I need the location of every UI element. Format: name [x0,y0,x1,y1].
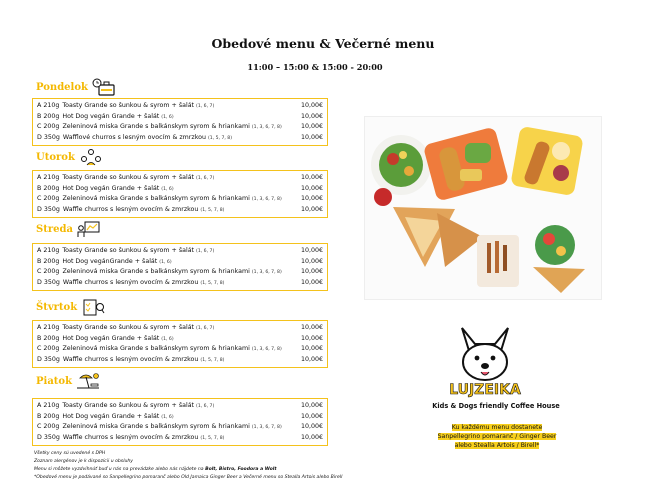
menu-item-row [37,323,323,334]
menu-item-letter: C [37,345,42,353]
menu-item-name: Zeleninová miska Grande s balkánskym syrom & hriankami [62,345,250,353]
menu-item-price: 10,00€ [300,247,323,254]
menu-item-price: 10,00€ [300,412,323,420]
menu-item-row [37,184,323,195]
menu-item-price: 10,00€ [300,123,323,131]
menu-item-allergens: (1, 3, 6, 7, 8) [251,347,282,353]
menu-item-row [37,278,323,289]
day-menu-box [32,170,328,218]
opening-hours: 11:00 – 15:00 & 15:00 - 20:00 [247,62,383,72]
menu-item-row [37,433,323,444]
menu-item [37,133,295,144]
day-menu-box [32,398,328,446]
menu-item-name: Hot Dog vegán Grande + šalát [62,334,160,342]
menu-item-letter: B [37,334,42,342]
menu-item [37,344,295,355]
day-name: Streda [36,223,73,235]
promo-line-1: Ku každému menu dostanete [451,424,543,431]
menu-item-letter: B [37,184,42,192]
menu-item-letter: A [37,402,42,409]
menu-item [37,205,295,216]
menu-item-allergens: (1, 6) [161,414,174,420]
dog-logo-icon [440,318,530,398]
menu-item-name: Zeleninová miska Grande s balkánskym syrom & hriankami [62,268,250,276]
menu-item-price: 10,00€ [300,433,323,441]
brand-logo [440,318,530,398]
footer-notes [34,450,394,482]
menu-item-name: Hot Dog vegán Grande + šalát [62,184,160,192]
menu-item-price: 10,00€ [300,423,323,431]
menu-item-weight: 350g [43,133,60,141]
menu-item [37,257,295,268]
menu-item-allergens: (1, 5, 7, 8) [200,280,225,286]
day-heading-4 [36,372,100,390]
menu-item-name: Hot Dog vegán Grande + šalát [62,412,160,420]
menu-item [37,267,295,278]
menu-item [37,278,295,289]
delivery-platforms: Bolt, Bistro, Foodora a Wolt [205,467,277,472]
menu-item-allergens: (1, 6) [161,336,174,342]
menu-item-price: 10,00€ [300,133,323,141]
menu-item-weight: 200g [43,123,60,131]
menu-item-letter: D [37,433,42,441]
menu-item-allergens: (1, 6, 7) [196,404,215,409]
menu-item-name: Hot Dog vegán Grande + šalát [62,112,160,120]
menu-item-name: Waffle churros s lesným ovocím & zmrzkou [62,355,199,363]
presentation-icon [77,220,101,238]
menu-item [37,194,295,205]
menu-item-allergens: (1, 6, 7) [196,249,215,254]
menu-item-allergens: (1, 3, 6, 7, 8) [251,425,282,431]
menu-item-row [37,344,323,355]
menu-item-weight: 210g [43,174,60,181]
menu-item-price: 10,00€ [300,268,323,276]
menu-item-price: 10,00€ [300,102,323,109]
menu-item-weight: 200g [43,195,60,203]
drink-promo [422,423,572,450]
menu-item-name: Toasty Grande so šunkou & syrom + šalát [62,247,195,254]
menu-item-letter: D [37,133,42,141]
menu-item-allergens: (1, 6, 7) [196,176,215,181]
menu-item-price: 10,00€ [300,174,323,181]
menu-item-weight: 200g [43,257,60,265]
menu-item-allergens: (1, 6) [161,186,174,192]
day-heading-2 [36,220,101,238]
briefcase-clock-icon [92,78,116,96]
menu-item-row [37,257,323,268]
day-heading-0 [36,78,116,96]
day-menu-box [32,243,328,291]
menu-item-letter: D [37,205,42,213]
menu-item-weight: 200g [43,412,60,420]
checklist-icon [81,298,105,316]
note-drinks: *Obedové menu je podávané so Sanpellegrino pomaranč alebo Old Jamaica Ginger Beer a Večerné menu so Stealla Artois alebo Birell [34,475,343,480]
menu-item-price: 10,00€ [300,184,323,192]
menu-item-price: 10,00€ [300,334,323,342]
menu-item [37,334,295,345]
menu-item-row [37,267,323,278]
day-menu-box [32,320,328,368]
menu-item-weight: 210g [43,402,60,409]
brand-wordmark: LUJZEIKA [449,382,521,398]
menu-item-allergens: (1, 5, 7, 8) [207,135,233,141]
menu-item-price: 10,00€ [300,195,323,203]
day-name: Pondelok [36,81,88,93]
menu-item-allergens: (1, 3, 6, 7, 8) [251,125,282,131]
menu-item-weight: 200g [43,334,60,342]
menu-item-price: 10,00€ [300,205,323,213]
menu-item-name: Toasty Grande so šunkou & syrom + šalát [62,102,195,109]
menu-item-weight: 200g [43,345,60,353]
menu-item-weight: 200g [43,423,60,431]
note-allergens: Zoznam alergénov je k dispozícii u obsluhy [34,459,134,464]
menu-item-name: Wafflové churros s lesným ovocím & zmrzkou [62,133,206,141]
menu-item [37,355,295,366]
menu-item-row [37,355,323,366]
menu-item-price: 10,00€ [300,278,323,286]
menu-item-letter: C [37,423,42,431]
promo-line-3: alebo Stealla Artois / Birell* [454,442,540,449]
menu-item-weight: 350g [43,278,60,286]
menu-item-name: Hot Dog vegánGrande + šalát [62,257,158,265]
menu-item-letter: C [37,195,42,203]
menu-item-allergens: (1, 5, 7, 8) [200,357,225,363]
menu-item-name: Waffle churros s lesným ovocím & zmrzkou [62,433,199,441]
menu-item-letter: C [37,123,42,131]
menu-item-row [37,246,323,257]
menu-item-weight: 350g [43,433,60,441]
day-menu-box [32,98,328,146]
menu-item-weight: 210g [43,102,60,109]
menu-item-price: 10,00€ [300,402,323,409]
menu-item-price: 10,00€ [300,112,323,120]
menu-item-row [37,334,323,345]
menu-item [37,422,295,433]
beach-icon [76,372,100,390]
note-vat: Všetky ceny sú uvedené s DPH [34,451,106,456]
menu-item-weight: 200g [43,184,60,192]
menu-item-allergens: (1, 6, 7) [196,104,215,109]
menu-item-letter: B [37,112,42,120]
menu-item [37,412,295,423]
menu-item-letter: C [37,268,42,276]
menu-item-letter: A [37,174,42,181]
menu-item-allergens: (1, 3, 6, 7, 8) [251,197,282,203]
team-icon [79,148,103,166]
day-name: Piatok [36,375,73,387]
menu-item-price: 10,00€ [300,355,323,363]
menu-item-name: Toasty Grande so šunkou & syrom + šalát [62,174,195,181]
menu-item-row [37,112,323,123]
menu-item-allergens: (1, 6, 7) [196,326,215,331]
menu-item-row [37,122,323,133]
menu-item-price: 10,00€ [300,324,323,331]
food-collage-image [365,117,601,299]
menu-item-weight: 210g [43,324,60,331]
menu-item-name: Zeleninová miska Grande s balkánskym syrom & hriankami [62,423,250,431]
day-heading-3 [36,298,105,316]
menu-item [37,173,295,184]
note-pickup: Menu si môžete vyzdvihnúť buď u nás na prevádzke alebo nás nájdete na Bolt, Bistro, Foodora a Wolt [34,467,277,472]
day-heading-1 [36,148,103,166]
menu-item-name: Waffle churros s lesným ovocím & zmrzkou [62,278,199,286]
menu-item-row [37,412,323,423]
menu-item-letter: D [37,278,42,286]
menu-item [37,184,295,195]
menu-item-allergens: (1, 5, 7, 8) [200,207,225,213]
menu-item [37,101,295,112]
menu-item [37,323,295,334]
menu-item-row [37,194,323,205]
menu-item [37,246,295,257]
menu-item [37,122,295,133]
menu-item-weight: 210g [43,247,60,254]
menu-item-letter: D [37,355,42,363]
menu-item-letter: B [37,412,42,420]
menu-item-row [37,422,323,433]
menu-item-weight: 200g [43,112,60,120]
promo-line-2: Sanpellegrino pomaranč / Ginger Beer [437,433,557,440]
menu-item-row [37,101,323,112]
menu-item-letter: A [37,324,42,331]
menu-item-price: 10,00€ [300,257,323,265]
menu-item-price: 10,00€ [300,345,323,353]
day-name: Utorok [36,151,75,163]
menu-item-allergens: (1, 5, 7, 8) [200,435,225,441]
menu-item-name: Waffle churros s lesným ovocím & zmrzkou [62,205,199,213]
menu-item-row [37,401,323,412]
page-title: Obedové menu & Večerné menu [211,36,435,51]
menu-item-allergens: (1, 6) [159,259,172,265]
menu-item-name: Toasty Grande so šunkou & syrom + šalát [62,402,195,409]
menu-item [37,112,295,123]
menu-item-name: Toasty Grande so šunkou & syrom + šalát [62,324,195,331]
brand-tagline: Kids & Dogs friendly Coffee House [432,402,560,410]
menu-item-letter: B [37,257,42,265]
menu-item-allergens: (1, 6) [161,114,174,120]
menu-item-name: Zeleninová miska Grande s balkánskym syrom & hriankami [62,123,250,131]
menu-item-letter: A [37,102,42,109]
menu-item-name: Zeleninová miska Grande s balkánskym syrom & hriankami [62,195,250,203]
menu-item-weight: 350g [43,355,60,363]
menu-item-weight: 350g [43,205,60,213]
day-name: Štvrtok [36,301,78,313]
menu-item-row [37,205,323,216]
menu-item [37,401,295,412]
menu-item-row [37,173,323,184]
food-photo [364,116,602,300]
menu-item-row [37,133,323,144]
menu-item-weight: 200g [43,268,60,276]
menu-item [37,433,295,444]
menu-item-letter: A [37,247,42,254]
menu-item-allergens: (1, 3, 6, 7, 8) [251,270,282,276]
